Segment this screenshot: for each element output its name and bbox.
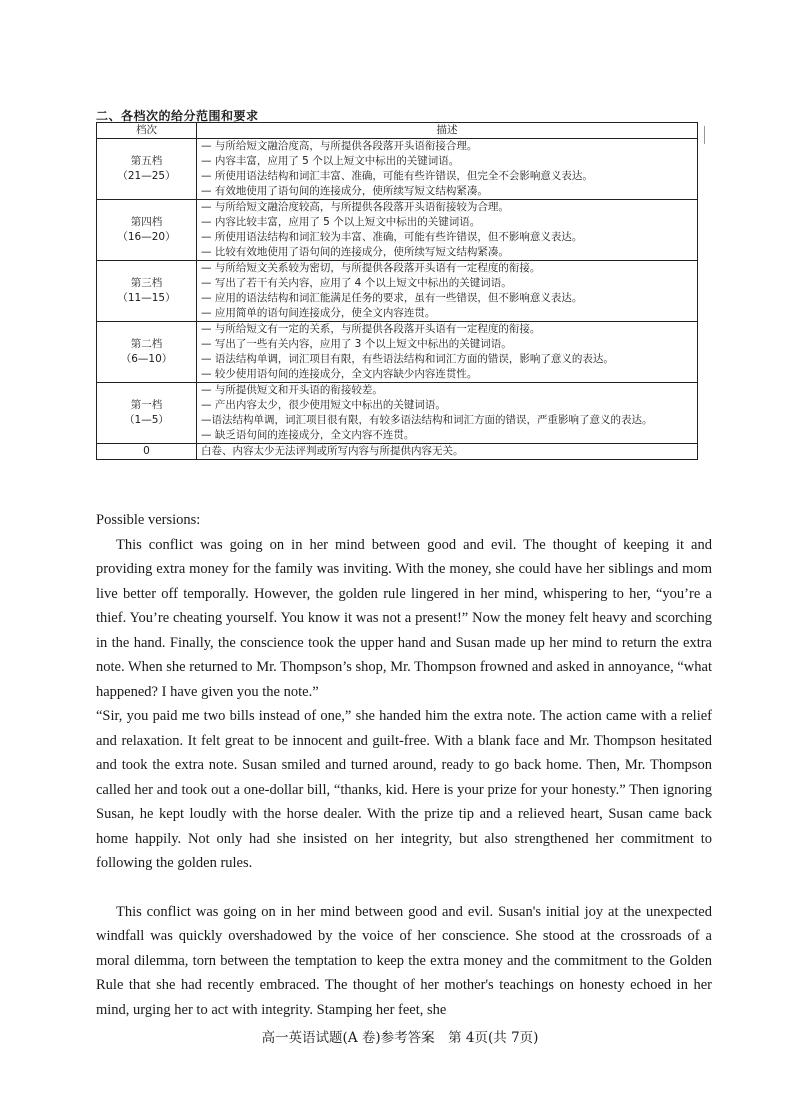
table-row [97,261,698,322]
table-row-zero [97,444,698,460]
criterion-line: — 与所给短文有一定的关系，与所提供各段落开头语有一定程度的衔接。 [201,323,541,335]
criterion-line: — 应用简单的语句间连接成分，使全文内容连贯。 [201,307,436,319]
level-name: 第五档 [130,155,163,167]
criterion-line: — 缺乏语句间的连接成分，全文内容不连贯。 [201,429,415,441]
level-cell [97,139,197,200]
level-name: 第三档 [130,277,163,289]
criterion-line: — 比较有效地使用了语句间的连接成分，使所续写短文结构紧凑。 [201,246,509,258]
criterion-line: — 应用的语法结构和词汇能满足任务的要求，虽有一些错误，但不影响意义表达。 [201,292,583,304]
level-range: （1—5） [124,414,169,426]
table-row [97,200,698,261]
description-cell [197,139,698,200]
level-range: （11—15） [117,292,176,304]
criterion-line: — 产出内容太少，很少使用短文中标出的关键词语。 [201,399,446,411]
criterion-line: — 内容比较丰富，应用了 5 个以上短文中标出的关键词语。 [201,216,481,228]
table-row [97,322,698,383]
essay-paragraph: “Sir, you paid me two bills instead of one,” she handed him the extra note. The action came with a relief and relaxation. It felt great to be innocent and guilt-free. With a blank face and Mr. Thompson hesitated and took the extra note. Susan smiled and turned around, ready to go back home. Then, Mr. Thompson called her and took out a one-dollar bill, “thanks, kid. Here is your prize for your honesty.” Then ignoring Susan, he kept loudly with the horse dealer. With the prize tip and a relieved heart, Susan came back home happily. Not only had she insisted on her integrity, but also strengthened her commitment to following the golden rules. [96,708,712,871]
criterion-line: — 写出了一些有关内容，应用了 3 个以上短文中标出的关键词语。 [201,338,512,350]
criterion-line: — 内容丰富，应用了 5 个以上短文中标出的关键词语。 [201,155,460,167]
level-cell [97,444,197,460]
criterion-line: — 较少使用语句间的连接成分，全文内容缺少内容连贯性。 [201,368,478,380]
criterion-line: — 所使用语法结构和词汇较为丰富、准确，可能有些许错误，但不影响意义表达。 [201,231,583,243]
level-name: 第四档 [130,216,163,228]
criterion-line: — 与所给短文融洽度较高，与所提供各段落开头语衔接较为合理。 [201,201,509,213]
essay-paragraph: This conflict was going on in her mind between good and evil. The thought of keeping it and providing extra money for the family was inviting. With the money, she could have her siblings and mom live better off temporally. However, the golden rule lingered in her mind, whispering to her, “you’re a thief. You’re cheating yourself. You know it was not a present!” Now the money felt heavy and scorching in the hand. Finally, the conscience took the upper hand and Susan made up her mind to return the extra note. When she returned to Mr. Thompson’s shop, Mr. Thompson frowned and asked in annoyance, “what happened? I have given you the note.” [96,536,712,700]
level-cell [97,322,197,383]
section-title: 二、各档次的给分范围和要求 [96,109,259,123]
level-name: 第一档 [130,399,163,411]
level-range: （6—10） [120,353,173,365]
header-description: 描述 [197,123,698,139]
essay-paragraph: This conflict was going on in her mind between good and evil. Susan's initial joy at the unexpected windfall was quickly overshadowed by the voice of her conscience. She stood at the crossroads of a moral dilemma, torn between the temptation to keep the extra money and the commitment to the Golden Rule that she had recently embraced. The thought of her mother's teachings on honesty echoed in her mind, urging her to act with integrity. Stamping her feet, she [96,903,712,1018]
criterion-line: — 语法结构单调，词汇项目有限，有些语法结构和词汇方面的错误，影响了意义的表达。 [201,353,614,365]
description-cell [197,322,698,383]
criterion-line: — 与所给短文关系较为密切，与所提供各段落开头语有一定程度的衔接。 [201,262,541,274]
criterion-line: — 写出了若干有关内容，应用了 4 个以上短文中标出的关键词语。 [201,277,512,289]
level-name: 0 [143,445,150,457]
level-range: （16—20） [117,231,176,243]
versions-heading: Possible versions: [96,512,201,528]
table-row [97,139,698,200]
table-header-row [97,123,698,139]
level-name: 第二档 [130,338,163,350]
description-cell [197,200,698,261]
criterion-line: — 所使用语法结构和词汇丰富、准确，可能有些许错误，但完全不会影响意义表达。 [201,170,593,182]
scoring-rubric-table [96,122,698,460]
header-level: 档次 [97,123,197,139]
level-cell [97,261,197,322]
criterion-line: — 与所给短文融洽度高，与所提供各段落开头语衔接合理。 [201,140,478,152]
criterion-line: 白卷、内容太少无法评判或所写内容与所提供内容无关。 [201,445,464,457]
criterion-line: —语法结构单调，词汇项目很有限，有较多语法结构和词汇方面的错误，严重影响了意义的表达。 [201,414,653,426]
level-cell [97,383,197,444]
description-cell [197,444,698,460]
criterion-line: — 与所提供短文和开头语的衔接较差。 [201,384,383,396]
description-cell [197,261,698,322]
description-cell [197,383,698,444]
page-edge-mark [704,126,708,144]
level-range: （21—25） [117,170,176,182]
criterion-line: — 有效地使用了语句间的连接成分，使所续写短文结构紧凑。 [201,185,488,197]
level-cell [97,200,197,261]
page-footer: 高一英语试题(A 卷)参考答案 第 4页(共 7页) [261,1030,539,1046]
table-row [97,383,698,444]
possible-versions-section [96,508,712,1022]
